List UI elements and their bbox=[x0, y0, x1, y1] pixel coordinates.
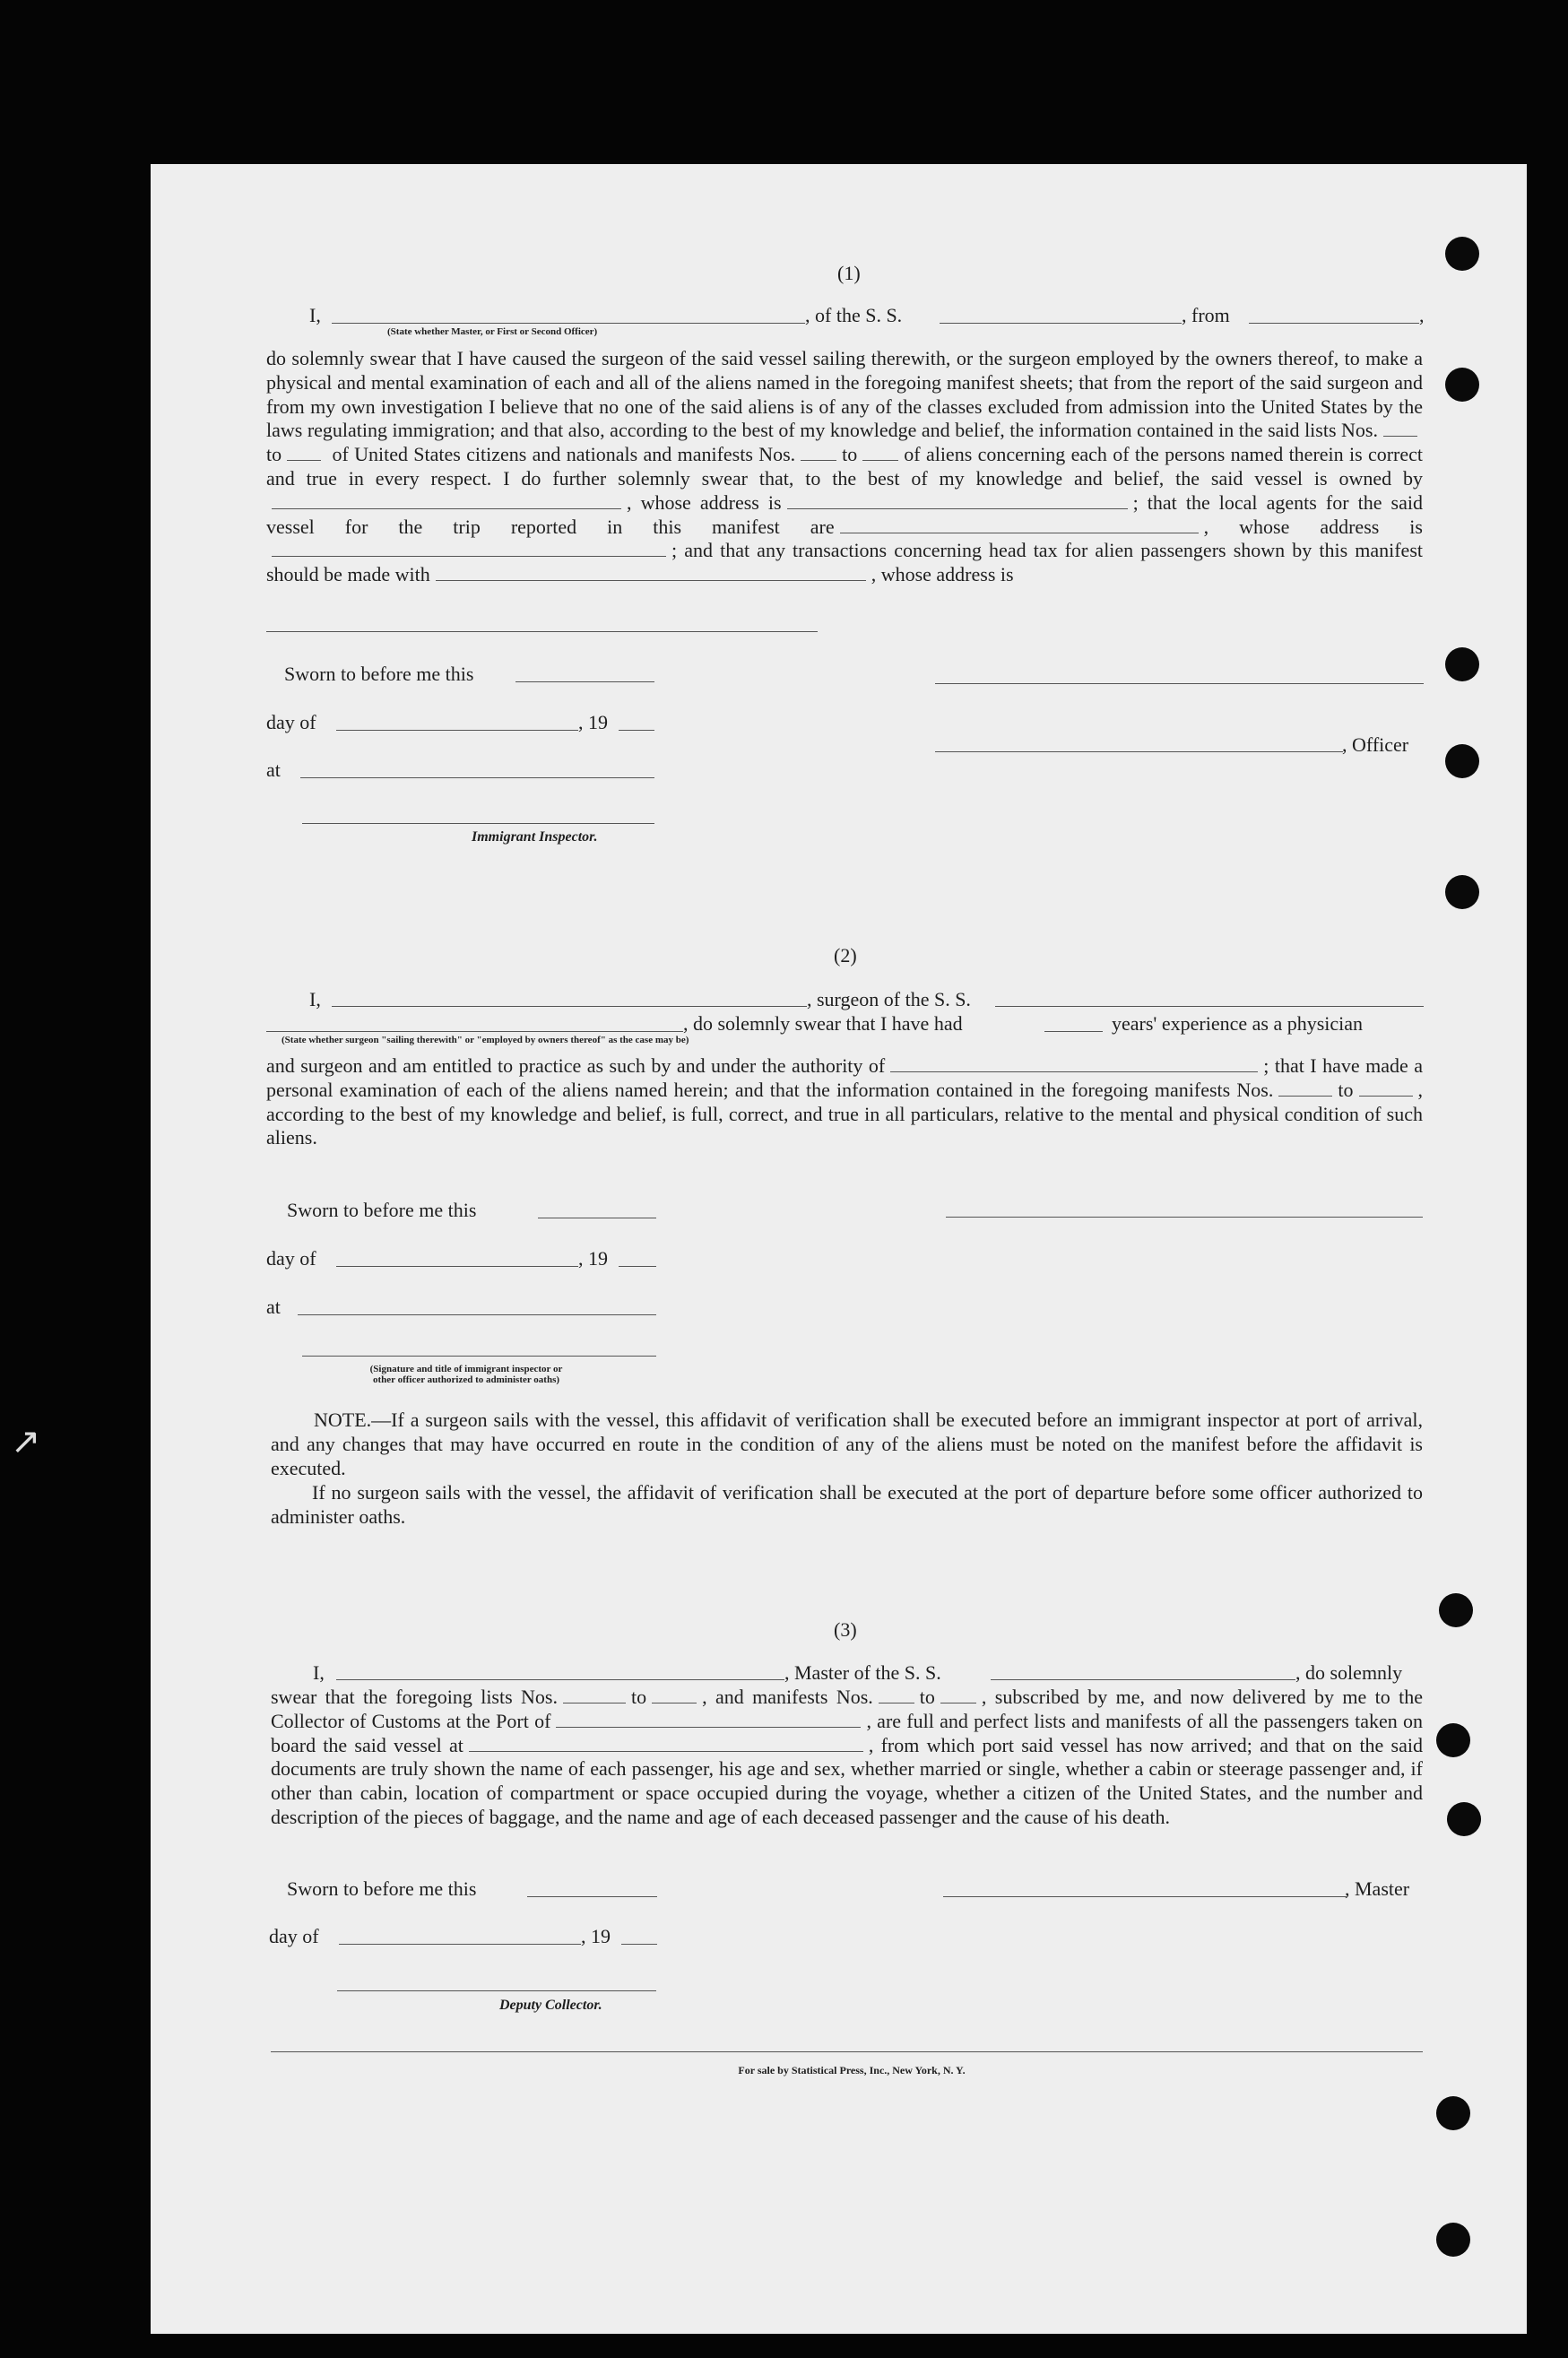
oath-paragraph bbox=[266, 347, 1423, 587]
surgeon-name-field[interactable] bbox=[332, 1006, 807, 1007]
officer-label: , Officer bbox=[1342, 733, 1409, 756]
at-label: at bbox=[266, 759, 281, 781]
day-of-label: day of bbox=[269, 1925, 319, 1947]
year-label: , 19 bbox=[581, 1925, 611, 1947]
master-label: , Master bbox=[1345, 1877, 1410, 1900]
master-of-label: , Master of the S. S. bbox=[784, 1661, 941, 1684]
month-field[interactable] bbox=[336, 730, 578, 731]
printer-imprint: For sale by Statistical Press, Inc., New York, N. Y. bbox=[738, 2064, 966, 2076]
year-field[interactable] bbox=[621, 1944, 657, 1945]
oath-text: swear that the foregoing lists Nos. bbox=[271, 1686, 558, 1708]
at-place-field[interactable] bbox=[298, 1314, 656, 1315]
year-label: , 19 bbox=[578, 1247, 608, 1270]
surgeon-of-label: , surgeon of the S. S. bbox=[807, 988, 971, 1010]
punch-hole bbox=[1445, 237, 1479, 271]
note-heading: NOTE. bbox=[314, 1409, 372, 1431]
section-number: (1) bbox=[837, 262, 861, 284]
punch-hole bbox=[1436, 2096, 1470, 2130]
punch-hole bbox=[1445, 875, 1479, 909]
of-ss-label: , of the S. S. bbox=[805, 304, 903, 326]
day-of-label: day of bbox=[266, 711, 316, 733]
oath-text: , whose address is bbox=[627, 490, 782, 514]
signature-hint: (Signature and title of immigrant inspector or bbox=[369, 1364, 563, 1374]
oath-text: , and manifests Nos. bbox=[702, 1686, 873, 1708]
oath-text: to bbox=[842, 443, 858, 466]
inspector-signature-field[interactable] bbox=[302, 1356, 656, 1357]
year-field[interactable] bbox=[619, 730, 654, 731]
years-label: years' experience as a physician bbox=[1112, 1012, 1364, 1035]
punch-hole bbox=[1445, 368, 1479, 402]
oath-text: , whose address is bbox=[871, 563, 1014, 586]
punch-hole bbox=[1445, 647, 1479, 681]
sworn-day-field[interactable] bbox=[527, 1896, 657, 1897]
oath-text: , according to the best of my knowledge and belief, is full, correct, and true in all particulars, relative to the mental and physical condition of such aliens. bbox=[266, 1078, 1423, 1149]
note-text: If no surgeon sails with the vessel, the affidavit of verification shall be executed at the port of departure before some officer authorized to administer oaths. bbox=[271, 1481, 1423, 1528]
oath-text: ; that the local agents for the said vessel for the trip reported in this manifest are bbox=[266, 490, 1424, 538]
note-paragraph bbox=[271, 1481, 1423, 1530]
deputy-signature-field[interactable] bbox=[337, 1990, 656, 1991]
vessel-name-field[interactable] bbox=[940, 323, 1182, 324]
sworn-label: Sworn to before me this bbox=[287, 1877, 477, 1900]
solemnly-label: , do solemnly bbox=[1295, 1661, 1403, 1684]
year-label: , 19 bbox=[578, 711, 608, 733]
oath-text: , from which port said vessel has now arrived; and that on the said documents are truly shown the name of each passenger, his age and sex, whether married or single, whether a cabin or steerage passenger and, if other than cabin, location of compartment or space occupied during the voyage, whether a citizen of the United States, and the number and description of the pieces of baggage, and the name and age of each deceased passenger and the cause of his death. bbox=[271, 1733, 1423, 1828]
years-field[interactable] bbox=[1044, 1031, 1103, 1032]
oath-text: ; and that any transactions concerning head tax for alien passengers shown by this manifest should be made with bbox=[266, 539, 1423, 586]
vessel-name-field[interactable] bbox=[991, 1679, 1295, 1680]
punch-hole bbox=[1447, 1802, 1481, 1836]
oath-text: to bbox=[266, 443, 282, 466]
oath-text: to bbox=[919, 1686, 935, 1708]
oath-text: of aliens concerning each of the persons named therein is correct and true in every respect. I do further solemnly swear that, to the best of my knowledge and belief, the said vessel is owned by bbox=[266, 443, 1424, 490]
punch-hole bbox=[1436, 1723, 1470, 1757]
signature-hint: other officer authorized to administer oaths) bbox=[372, 1374, 560, 1385]
from-label: , from bbox=[1182, 304, 1230, 326]
oath-text: ; that I have made a personal examination of each of the aliens named herein; and that the information contained in the foregoing manifests Nos. bbox=[266, 1054, 1423, 1101]
officer-name-field[interactable] bbox=[332, 323, 805, 324]
month-field[interactable] bbox=[339, 1944, 581, 1945]
section-number: (2) bbox=[834, 944, 857, 967]
month-field[interactable] bbox=[336, 1266, 578, 1267]
field-hint: (State whether surgeon "sailing therewith" or "employed by owners thereof" as the case may be) bbox=[282, 1035, 689, 1045]
oath-text: to bbox=[1338, 1078, 1354, 1101]
sworn-label: Sworn to before me this bbox=[287, 1199, 477, 1221]
footer-divider bbox=[271, 2051, 1423, 2052]
oath-text: to bbox=[631, 1686, 647, 1708]
day-of-label: day of bbox=[266, 1247, 316, 1270]
oath-text: , subscribed by me, and now delivered by me to the Collector of Customs at the Port of bbox=[271, 1686, 1424, 1732]
at-label: at bbox=[266, 1296, 281, 1318]
punch-hole bbox=[1436, 2223, 1470, 2257]
signature-line[interactable] bbox=[935, 683, 1424, 684]
inspector-signature-field[interactable] bbox=[302, 823, 654, 824]
sworn-label: Sworn to before me this bbox=[284, 663, 474, 685]
surgeon-status-field[interactable] bbox=[266, 1031, 683, 1032]
margin-mark: ↗ bbox=[11, 1421, 41, 1462]
from-port-field[interactable] bbox=[1249, 323, 1419, 324]
address-field[interactable] bbox=[266, 631, 818, 632]
swear-label: , do solemnly swear that I have had bbox=[683, 1012, 963, 1035]
year-field[interactable] bbox=[619, 1266, 656, 1267]
master-name-field[interactable] bbox=[336, 1679, 784, 1680]
note-text: —If a surgeon sails with the vessel, this affidavit of verification shall be executed before an immigrant inspector at port of arrival, and any changes that may have occurred en route in the condition of any of the aliens must be noted on the manifest before the affidavit is executed. bbox=[271, 1409, 1423, 1479]
sworn-day-field[interactable] bbox=[515, 681, 654, 682]
deputy-label: Deputy Collector. bbox=[499, 1998, 602, 2013]
oath-text: and surgeon and am entitled to practice as such by and under the authority of bbox=[266, 1054, 886, 1077]
punch-hole bbox=[1445, 744, 1479, 778]
punch-hole bbox=[1439, 1593, 1473, 1627]
comma: , bbox=[1419, 304, 1425, 326]
field-hint: (State whether Master, or First or Second Officer) bbox=[387, 326, 598, 337]
oath-i: I, bbox=[309, 304, 321, 326]
oath-text: of United States citizens and nationals and manifests Nos. bbox=[332, 443, 796, 466]
surgeon-paragraph bbox=[266, 1054, 1423, 1150]
master-paragraph bbox=[271, 1686, 1423, 1830]
note-paragraph bbox=[271, 1409, 1423, 1480]
section-number: (3) bbox=[834, 1618, 857, 1641]
at-place-field[interactable] bbox=[300, 777, 654, 778]
oath-i: I, bbox=[313, 1661, 325, 1684]
vessel-name-field[interactable] bbox=[995, 1006, 1424, 1007]
oath-i: I, bbox=[309, 988, 321, 1010]
oath-text: do solemnly swear that I have caused the surgeon of the said vessel sailing therewith, or the surgeon employed by the owners thereof, to make a physical and mental examination of each and all of the aliens named in the foregoing manifest sheets; that from the report of the said surgeon and from my own investigation I believe that no one of the said aliens is of any of the classes excluded from admission into the United States by the laws regulating immigration; and that also, according to the best of my knowledge and belief, the information contained in the said lists Nos. bbox=[266, 347, 1423, 442]
oath-text: , whose address is bbox=[1203, 515, 1423, 538]
master-signature-field[interactable] bbox=[943, 1896, 1347, 1897]
officer-signature-field[interactable] bbox=[935, 751, 1343, 752]
oath-text: , are full and perfect lists and manifests of all the passengers taken on board the said vessel at bbox=[271, 1709, 1423, 1756]
inspector-label: Immigrant Inspector. bbox=[472, 829, 598, 845]
signature-line[interactable] bbox=[946, 1217, 1423, 1218]
